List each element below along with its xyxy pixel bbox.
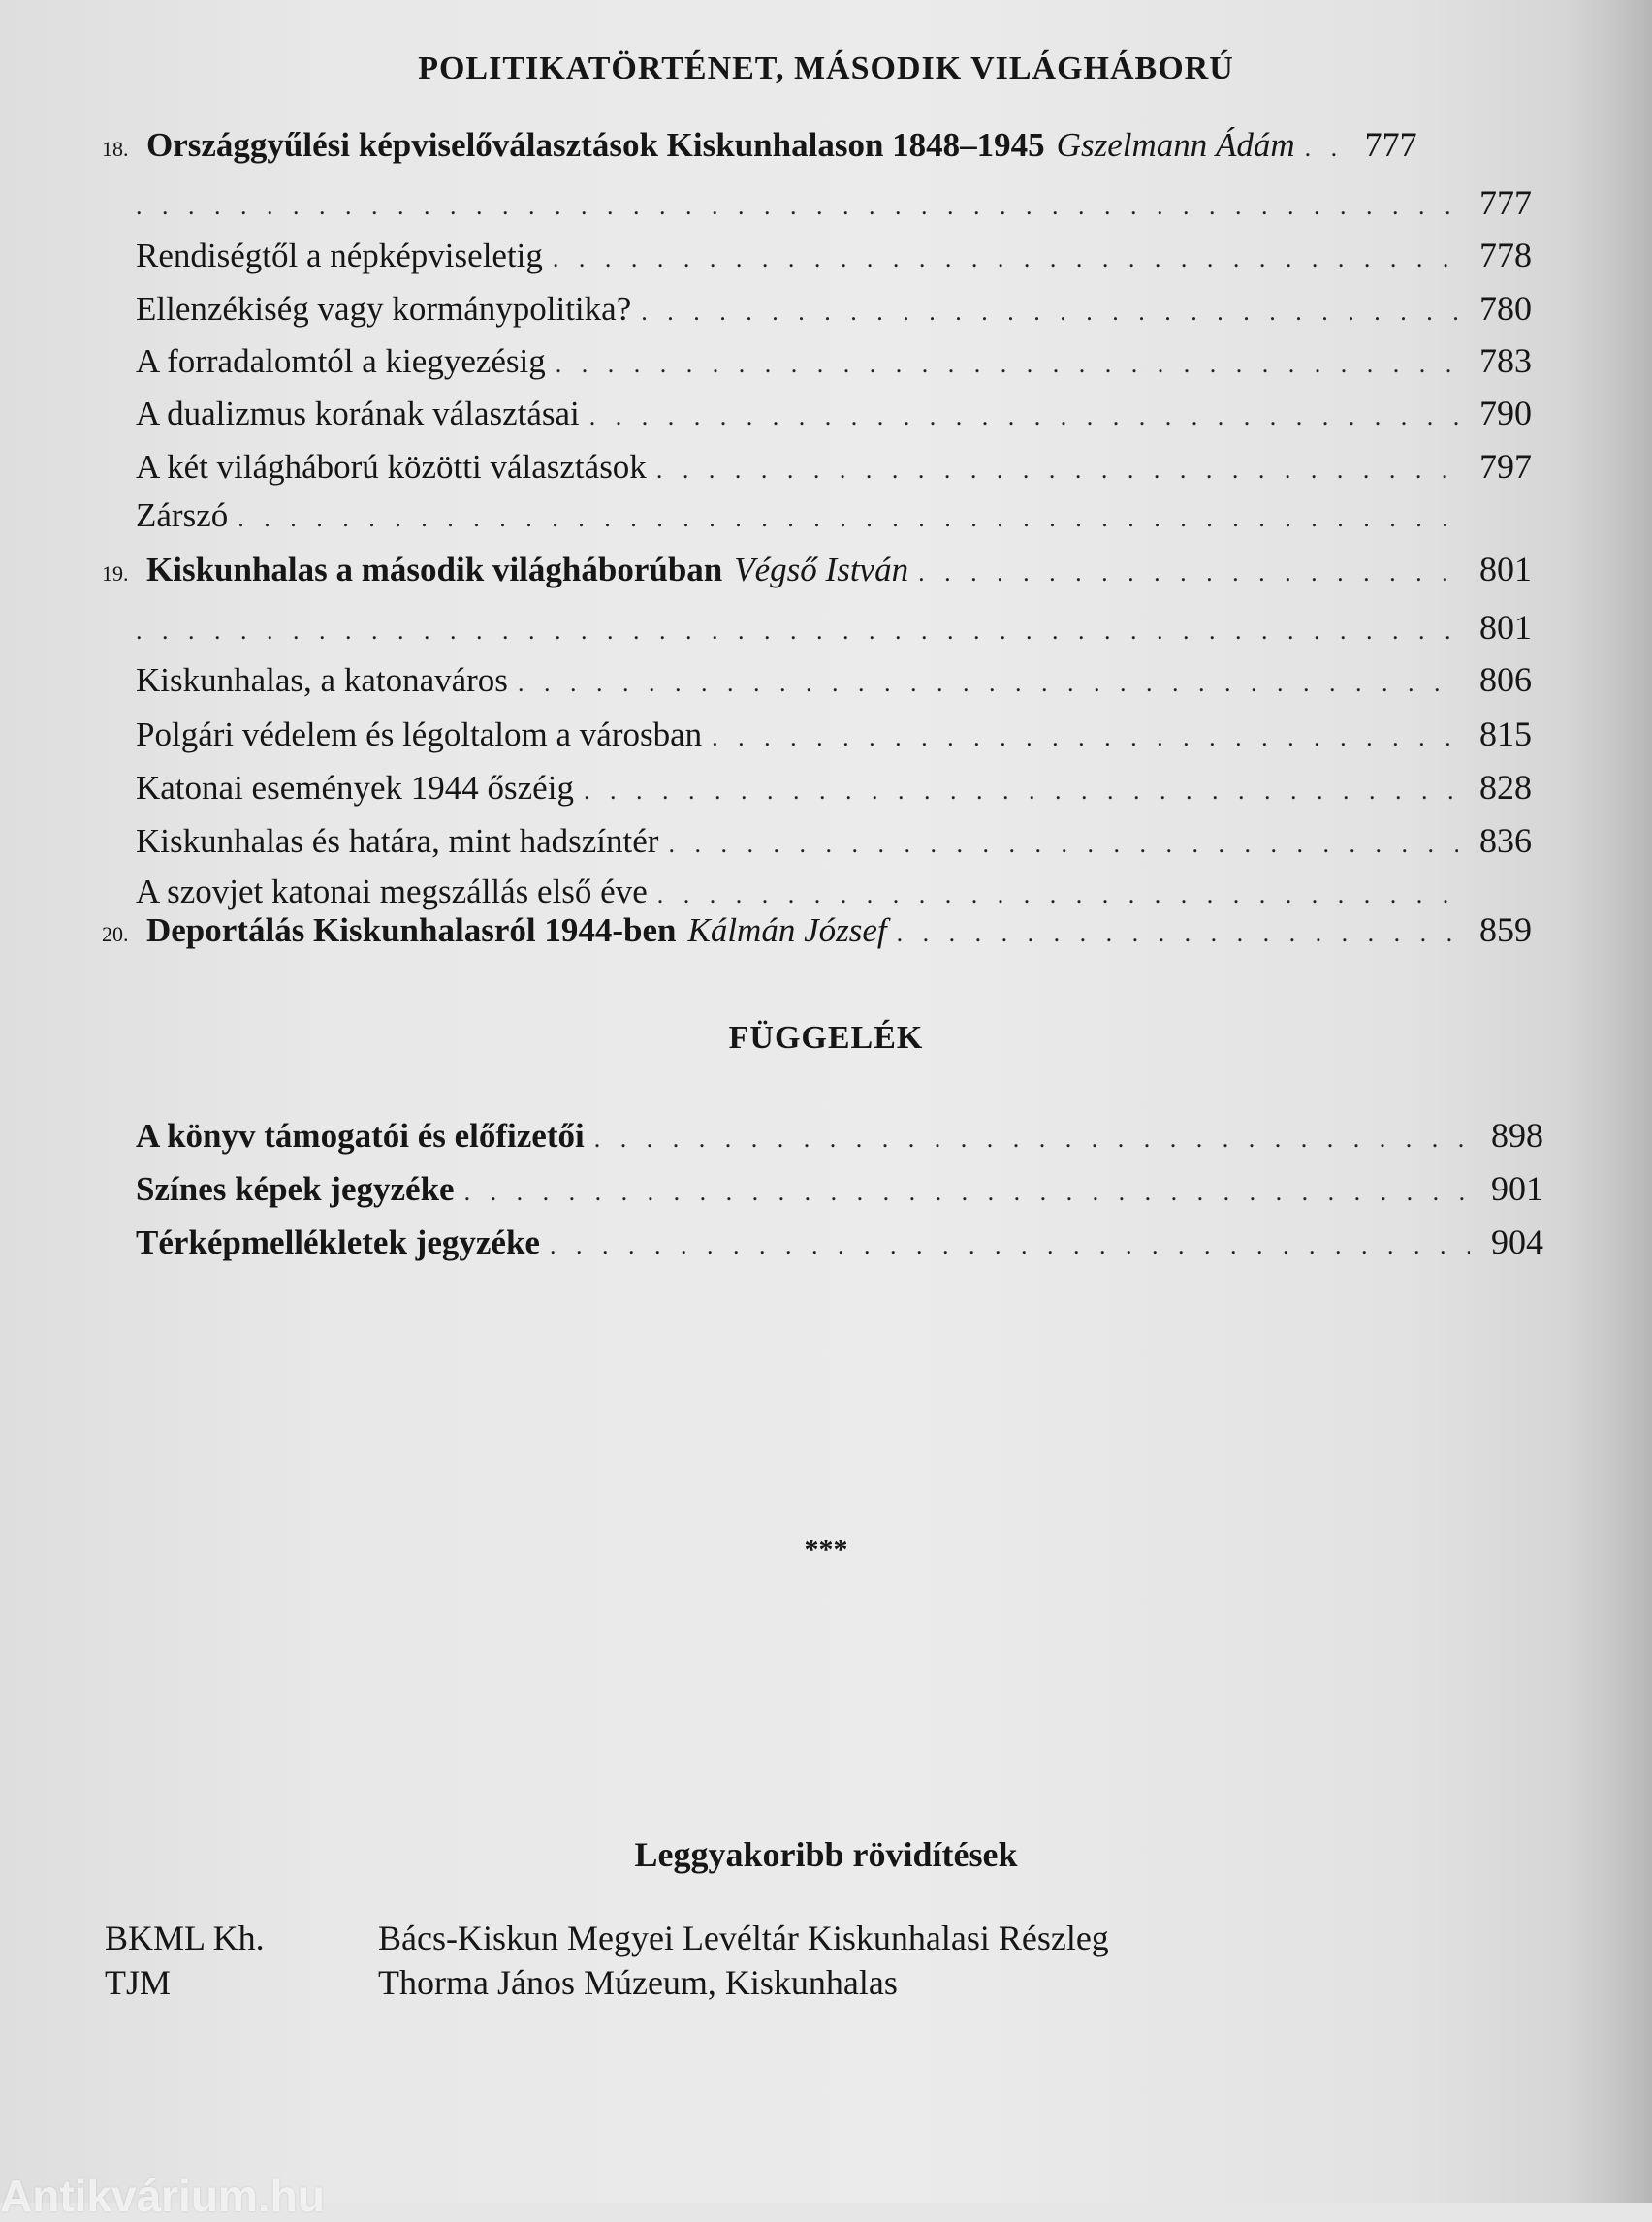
toc-subentry bbox=[136, 607, 1532, 648]
page-number: 778 bbox=[1479, 236, 1532, 274]
appendix-item-label: A könyv támogatói és előfizetői bbox=[136, 1117, 585, 1155]
appendix-item bbox=[136, 1168, 1543, 1209]
subentry-label: A szovjet katonai megszállás első éve bbox=[136, 873, 648, 910]
toc-subentry bbox=[136, 873, 1532, 911]
abbreviation-row bbox=[105, 1962, 898, 2003]
subentry-label: Katonai események 1944 őszéig bbox=[136, 769, 574, 807]
leader-dots bbox=[550, 1231, 1470, 1260]
entry-author: Végső István bbox=[734, 551, 909, 588]
page-number: 777 bbox=[1479, 183, 1532, 222]
entry-title: Országgyűlési képviselőválasztások Kiskunhalason 1848–1945 bbox=[146, 126, 1045, 164]
page-number: 806 bbox=[1479, 660, 1532, 699]
appendix-item bbox=[136, 1115, 1543, 1156]
leader-dots bbox=[136, 192, 1458, 221]
section-heading: POLITIKATÖRTÉNET, MÁSODIK VILÁGHÁBORÚ bbox=[418, 50, 1234, 86]
page-number: 898 bbox=[1491, 1116, 1543, 1155]
entry-title: Kiskunhalas a második világháborúban bbox=[146, 551, 723, 588]
entry-author: Kálmán József bbox=[687, 911, 887, 949]
leader-dots bbox=[556, 350, 1458, 379]
leader-dots bbox=[594, 1125, 1470, 1154]
page-number: 859 bbox=[1479, 910, 1532, 949]
toc-subentry bbox=[136, 767, 1532, 808]
entry-number: 19. bbox=[102, 561, 129, 586]
page-number: 801 bbox=[1479, 550, 1532, 588]
subentry-label: Polgári védelem és légoltalom a városban bbox=[136, 715, 703, 753]
toc-subentry bbox=[136, 496, 1532, 535]
leader-dots bbox=[553, 244, 1458, 273]
abbreviation-row bbox=[105, 1918, 1109, 1958]
page-number: 901 bbox=[1491, 1169, 1543, 1208]
subentry-label: Kiskunhalas, a katonaváros bbox=[136, 661, 508, 699]
page-number: 904 bbox=[1491, 1222, 1543, 1261]
toc-subentry bbox=[136, 235, 1532, 275]
leader-dots bbox=[918, 558, 1458, 587]
leader-dots bbox=[136, 617, 1458, 646]
leader-dots bbox=[897, 919, 1458, 948]
page-number: 790 bbox=[1479, 394, 1532, 432]
leader-dots bbox=[589, 402, 1458, 431]
toc-subentry bbox=[136, 393, 1532, 433]
appendix-item bbox=[136, 1222, 1543, 1262]
leader-dots bbox=[584, 777, 1458, 806]
leader-dots bbox=[712, 723, 1458, 752]
page-number: 836 bbox=[1479, 821, 1532, 860]
page-number: 797 bbox=[1479, 447, 1532, 486]
leader-dots bbox=[518, 669, 1458, 698]
section-separator: *** bbox=[804, 1534, 848, 1566]
toc-subentry bbox=[136, 659, 1532, 700]
toc-subentry bbox=[136, 446, 1532, 487]
leader-dots bbox=[641, 298, 1458, 327]
toc-subentry bbox=[136, 714, 1532, 754]
subentry-label: Rendiségtől a népképviseletig bbox=[136, 237, 543, 274]
entry-author: Gszelmann Ádám bbox=[1056, 126, 1295, 164]
leader-dots bbox=[656, 456, 1458, 485]
leader-dots bbox=[668, 830, 1458, 859]
abbreviation: BKML Kh. bbox=[105, 1919, 265, 1957]
page-number: 815 bbox=[1479, 714, 1532, 753]
entry-title: Deportálás Kiskunhalasról 1944-ben bbox=[146, 911, 677, 949]
toc-subentry bbox=[136, 182, 1532, 223]
abbreviation-meaning: Bács-Kiskun Megyei Levéltár Kiskunhalasi Részleg bbox=[378, 1919, 1109, 1957]
page-number: 801 bbox=[1479, 608, 1532, 647]
subentry-label: Ellenzékiség vagy kormánypolitika? bbox=[136, 290, 632, 328]
toc-entry-19 bbox=[102, 549, 1532, 589]
abbreviation: TJM bbox=[105, 1963, 172, 2002]
toc-subentry bbox=[136, 288, 1532, 329]
subentry-label: Zárszó bbox=[136, 496, 229, 534]
leader-dots bbox=[657, 880, 1458, 909]
appendix-heading: FÜGGELÉK bbox=[728, 1020, 924, 1056]
entry-number: 18. bbox=[102, 137, 129, 161]
leader-dots bbox=[1305, 134, 1344, 163]
appendix-item-label: Térképmellékletek jegyzéke bbox=[136, 1223, 540, 1261]
page-number: 780 bbox=[1479, 289, 1532, 328]
toc-entry-20 bbox=[102, 909, 1532, 950]
leader-dots bbox=[238, 504, 1458, 533]
watermark: Antikvárium.hu bbox=[0, 2171, 325, 2221]
subentry-label: Kiskunhalas és határa, mint hadszíntér bbox=[136, 822, 659, 860]
subentry-label: A forradalomtól a kiegyezésig bbox=[136, 342, 546, 380]
abbreviations-heading: Leggyakoribb rövidítések bbox=[634, 1835, 1018, 1874]
page-number: 783 bbox=[1479, 341, 1532, 380]
page-number: 828 bbox=[1479, 768, 1532, 807]
subentry-label: A két világháború közötti választások bbox=[136, 448, 647, 486]
toc-entry-18 bbox=[102, 124, 1532, 165]
page-number: 777 bbox=[1364, 125, 1417, 164]
leader-dots bbox=[464, 1178, 1470, 1207]
abbreviation-meaning: Thorma János Múzeum, Kiskunhalas bbox=[378, 1963, 898, 2002]
toc-subentry bbox=[136, 340, 1532, 381]
entry-number: 20. bbox=[102, 922, 129, 946]
toc-subentry bbox=[136, 820, 1532, 861]
subentry-label: A dualizmus korának választásai bbox=[136, 395, 580, 432]
appendix-item-label: Színes képek jegyzéke bbox=[136, 1170, 455, 1208]
